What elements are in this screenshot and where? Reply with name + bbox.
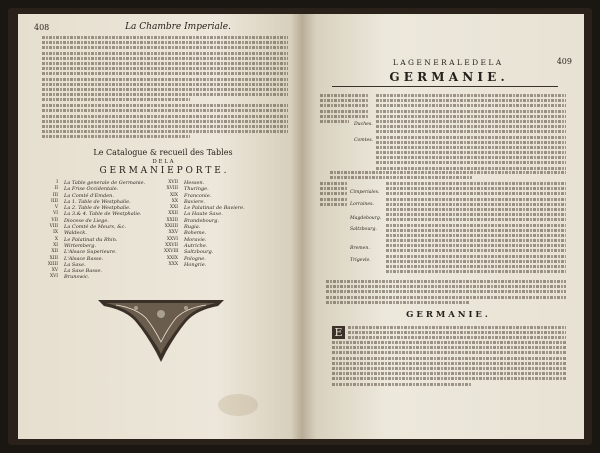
- list-item: V La 2. Table de Westphalie.: [54, 205, 131, 212]
- list-item: XXII La Haute Saxe.: [168, 211, 223, 218]
- list-item: XXVIII Saltzbourg.: [164, 249, 214, 256]
- list-item: XXIX Pologne.: [166, 255, 206, 262]
- list-item: XIIII La Saxe.: [47, 261, 86, 268]
- list-item: IIII La 1. Table de Westphalie.: [51, 198, 131, 205]
- side-label-comtes: Comtes.: [354, 138, 374, 143]
- right-page: [302, 14, 584, 439]
- left-body-text: [42, 36, 288, 141]
- list-item: VII Diocese de Liege.: [51, 217, 109, 224]
- right-body-upper: [376, 94, 566, 172]
- catalogue-title: Le Catalogue & recueil des Tables: [93, 148, 233, 157]
- list-item: XVII Hessen.: [168, 180, 205, 186]
- catalogue-list-left: [44, 180, 145, 281]
- list-item: XX Baviere.: [171, 198, 205, 205]
- right-margin-note: [320, 94, 368, 125]
- heading-rule: [332, 86, 558, 87]
- list-item: XVIII Thuringe.: [166, 186, 209, 193]
- list-item: XII L'Alsace Superieure.: [51, 249, 117, 256]
- list-item: XXIII Brandebourg.: [166, 217, 220, 224]
- list-item: XXVII Autriche.: [165, 242, 208, 249]
- list-item: XVI Brunswic.: [49, 274, 90, 281]
- side-label-lorraines: Lorraines.: [350, 202, 374, 207]
- right-heading-top: L A G E N E R A L E D E L A: [392, 58, 502, 67]
- list-item: X Le Palatinat du Rhin.: [54, 236, 118, 243]
- right-body-middle: [330, 171, 566, 181]
- left-page-number: 408: [34, 23, 50, 32]
- list-item: XXVI Moravie.: [166, 236, 207, 243]
- catalogue-list-right: [164, 180, 245, 268]
- list-item: I La Table generale de Germanie.: [56, 180, 146, 186]
- right-heading-main: G E R M A N I E .: [389, 70, 505, 84]
- left-page: [18, 14, 302, 439]
- side-label-magdebourg: Magdebourg.: [350, 216, 382, 221]
- right-body-final-a: [348, 326, 566, 342]
- list-item: XI Wirtemberg.: [53, 242, 97, 249]
- list-item: XXIIII Rugia.: [164, 224, 201, 231]
- list-item: II La Frise Occidentale.: [54, 186, 119, 193]
- right-body-list: [386, 182, 566, 275]
- paper-stain: [218, 394, 258, 416]
- side-label-cimperiales: Cimperiales.: [350, 190, 380, 195]
- list-item: XXI Le Palatinat de Baviere.: [170, 205, 245, 212]
- right-body-final-b: [332, 341, 566, 388]
- drop-capital: E: [332, 326, 345, 339]
- right-margin-note-2: [320, 182, 348, 208]
- left-page-heading: La Chambre Imperiale.: [125, 22, 231, 32]
- side-label-saltzbourg: Saltzbourg.: [350, 227, 377, 232]
- list-item: XXX Hongrie.: [168, 261, 207, 268]
- catalogue-subtitle: G E R M A N I E P O R T E .: [99, 166, 227, 176]
- side-label-duches: Duches.: [354, 122, 373, 127]
- right-page-number: 409: [556, 57, 572, 66]
- bottom-section-title: G E R M A N I E .: [406, 310, 488, 320]
- list-item: XIII L'Alsace Basse.: [49, 255, 104, 262]
- list-item: XXV Boheme.: [168, 230, 207, 237]
- catalogue-de-la: D E L A: [152, 159, 174, 165]
- side-label-bremen: Bremen.: [350, 246, 370, 251]
- list-item: VIII La Comté de Meurs, &c.: [49, 224, 127, 231]
- tailpiece-ornament: [96, 296, 226, 366]
- list-item: IX Waldeck.: [53, 230, 87, 237]
- list-item: VI La 3.& 4. Table de Westphalie.: [53, 211, 142, 218]
- list-item: XV La Saxe Basse.: [51, 268, 103, 275]
- open-book: [8, 8, 592, 445]
- side-label-trigevle: Trigevle.: [350, 258, 371, 263]
- list-item: III La Comté d'Emden.: [52, 192, 114, 199]
- right-body-lower: [326, 280, 566, 306]
- list-item: XIX Franconie.: [170, 192, 212, 199]
